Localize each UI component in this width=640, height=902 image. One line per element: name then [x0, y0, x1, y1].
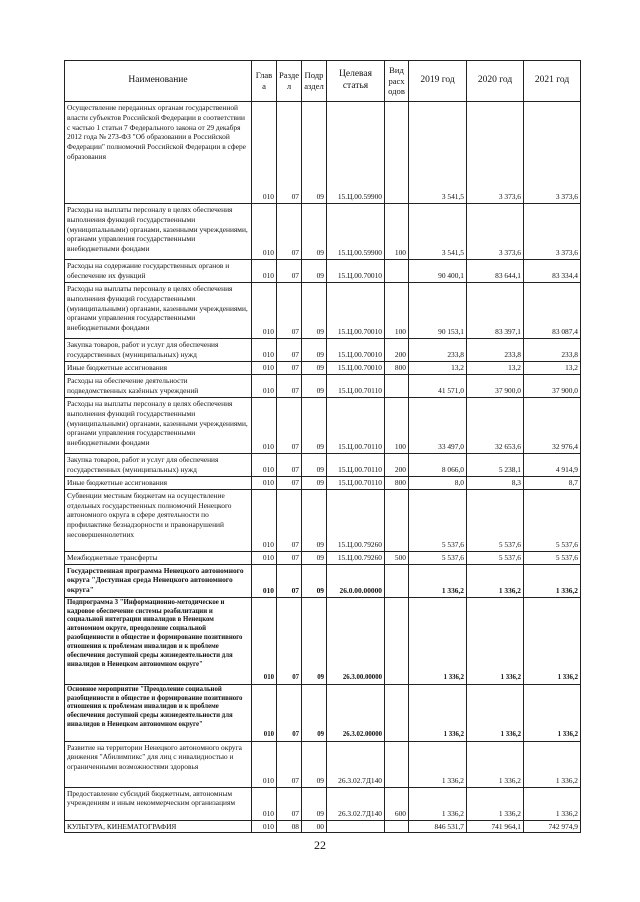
row-2020: 1 336,2 — [467, 787, 524, 820]
table-row — [65, 339, 581, 362]
row-chapter: 010 — [252, 564, 277, 597]
row-subsection: 09 — [302, 741, 327, 787]
header-chapter: Глав а — [252, 61, 277, 102]
budget-table — [64, 60, 581, 833]
row-target: 15.Ц.00.70010 — [327, 362, 385, 375]
row-section: 07 — [277, 260, 302, 283]
row-exptype — [385, 375, 409, 398]
row-target: 26.3.02.7Д140 — [327, 741, 385, 787]
row-subsection: 00 — [302, 820, 327, 833]
row-section: 07 — [277, 477, 302, 490]
row-section: 07 — [277, 283, 302, 339]
row-chapter: 010 — [252, 362, 277, 375]
row-section: 07 — [277, 741, 302, 787]
header-target: Целевая статья — [327, 61, 385, 102]
row-name: Основное мероприятие "Преодоление социальной разобщенности в обществе и формирование позитивного отношения к проблемам инвалидов и к проблеме обеспечения доступной среды жизнедеятельности для инвалидов в Ненецком автономном округе" — [65, 684, 252, 741]
row-exptype: 800 — [385, 362, 409, 375]
row-subsection: 09 — [302, 551, 327, 564]
row-2021: 1 336,2 — [524, 564, 581, 597]
table-row — [65, 489, 581, 551]
row-section: 07 — [277, 454, 302, 477]
row-2020: 3 373,6 — [467, 102, 524, 204]
row-2019: 1 336,2 — [409, 597, 467, 684]
row-2020: 13,2 — [467, 362, 524, 375]
row-2021: 3 373,6 — [524, 102, 581, 204]
row-name: Иные бюджетные ассигнования — [65, 362, 252, 375]
table-row — [65, 551, 581, 564]
row-section: 07 — [277, 398, 302, 454]
row-2020: 1 336,2 — [467, 564, 524, 597]
table-row — [65, 564, 581, 597]
row-2021: 1 336,2 — [524, 787, 581, 820]
row-section: 07 — [277, 564, 302, 597]
row-name: Расходы на выплаты персоналу в целях обеспечения выполнения функций государственными (муниципальными) органами, казенными учреждениями, органами управления государственными внебюджетными фондами — [65, 204, 252, 260]
row-name: Закупка товаров, работ и услуг для обеспечения государственных (муниципальных) нужд — [65, 454, 252, 477]
table-row — [65, 741, 581, 787]
row-target: 15.Ц.00.70010 — [327, 339, 385, 362]
row-subsection: 09 — [302, 477, 327, 490]
header-subsection: Подр аздел — [302, 61, 327, 102]
row-2019: 1 336,2 — [409, 787, 467, 820]
row-2019: 3 541,5 — [409, 204, 467, 260]
row-chapter: 010 — [252, 398, 277, 454]
row-2021: 8,7 — [524, 477, 581, 490]
table-row — [65, 102, 581, 204]
row-exptype — [385, 684, 409, 741]
row-target — [327, 820, 385, 833]
row-chapter: 010 — [252, 787, 277, 820]
row-target: 15.Ц.00.59900 — [327, 102, 385, 204]
row-subsection: 09 — [302, 260, 327, 283]
row-2019: 90 153,1 — [409, 283, 467, 339]
table-row — [65, 260, 581, 283]
page-number: 22 — [314, 838, 326, 852]
row-exptype — [385, 564, 409, 597]
row-target: 26.3.02.7Д140 — [327, 787, 385, 820]
row-chapter: 010 — [252, 741, 277, 787]
row-exptype: 100 — [385, 398, 409, 454]
row-section: 07 — [277, 339, 302, 362]
row-exptype: 200 — [385, 339, 409, 362]
header-2021: 2021 год — [524, 61, 581, 102]
table-row — [65, 684, 581, 741]
row-2020: 5 238,1 — [467, 454, 524, 477]
row-2019: 233,8 — [409, 339, 467, 362]
row-target: 15.Ц.00.70110 — [327, 454, 385, 477]
row-2019: 3 541,5 — [409, 102, 467, 204]
row-subsection: 09 — [302, 564, 327, 597]
row-2019: 8,0 — [409, 477, 467, 490]
header-name: Наименование — [65, 61, 252, 102]
header-section: Разде л — [277, 61, 302, 102]
row-2020: 5 537,6 — [467, 551, 524, 564]
row-exptype — [385, 102, 409, 204]
row-section: 07 — [277, 362, 302, 375]
table-row — [65, 204, 581, 260]
row-target: 15.Ц.00.59900 — [327, 204, 385, 260]
row-subsection: 09 — [302, 398, 327, 454]
row-2021: 32 976,4 — [524, 398, 581, 454]
row-2020: 83 397,1 — [467, 283, 524, 339]
row-name: Межбюджетные трансферты — [65, 551, 252, 564]
row-subsection: 09 — [302, 102, 327, 204]
row-2019: 8 066,0 — [409, 454, 467, 477]
row-target: 26.3.02.00000 — [327, 684, 385, 741]
row-2020: 3 373,6 — [467, 204, 524, 260]
row-2020: 741 964,1 — [467, 820, 524, 833]
row-2021: 1 336,2 — [524, 741, 581, 787]
table-row — [65, 820, 581, 833]
row-subsection: 09 — [302, 283, 327, 339]
row-name: Развитие на территории Ненецкого автономного округа движения "Абилимпикс" для лиц с инвалидностью и ограниченными возможностями здоровья — [65, 741, 252, 787]
row-target: 15.Ц.00.70010 — [327, 260, 385, 283]
row-section: 07 — [277, 204, 302, 260]
row-name: Субвенции местным бюджетам на осуществление отдельных государственных полномочий Ненецкого автономного округа в сфере деятельности по профилактике безнадзорности и правонарушений несовершеннолетних — [65, 489, 252, 551]
row-subsection: 09 — [302, 339, 327, 362]
row-2021: 5 537,6 — [524, 551, 581, 564]
table-row — [65, 477, 581, 490]
row-section: 07 — [277, 102, 302, 204]
row-exptype — [385, 489, 409, 551]
row-name: Осуществление переданных органам государственной власти субъектов Российской Федерации в соответствии с частью 1 статьи 7 Федерального закона от 29 декабря 2012 года № 273-ФЗ "Об образовании в Российской Федерации" полномочий Российской Федерации в сфере образования — [65, 102, 252, 204]
row-2021: 37 900,0 — [524, 375, 581, 398]
row-section: 07 — [277, 787, 302, 820]
row-section: 07 — [277, 489, 302, 551]
row-subsection: 09 — [302, 684, 327, 741]
row-exptype — [385, 597, 409, 684]
row-subsection: 09 — [302, 489, 327, 551]
header-2020: 2020 год — [467, 61, 524, 102]
row-chapter: 010 — [252, 684, 277, 741]
row-target: 15.Ц.00.70010 — [327, 283, 385, 339]
row-chapter: 010 — [252, 339, 277, 362]
row-chapter: 010 — [252, 820, 277, 833]
row-exptype: 100 — [385, 204, 409, 260]
row-target: 15.Ц.00.79260 — [327, 551, 385, 564]
row-subsection: 09 — [302, 597, 327, 684]
row-target: 26.0.00.00000 — [327, 564, 385, 597]
row-chapter: 010 — [252, 375, 277, 398]
row-name: Закупка товаров, работ и услуг для обеспечения государственных (муниципальных) нужд — [65, 339, 252, 362]
row-target: 15.Ц.00.70110 — [327, 398, 385, 454]
row-name: Расходы на выплаты персоналу в целях обеспечения выполнения функций государственными (муниципальными) органами, казенными учреждениями, органами управления государственными внебюджетными фондами — [65, 398, 252, 454]
row-target: 15.Ц.00.79260 — [327, 489, 385, 551]
row-exptype: 600 — [385, 787, 409, 820]
row-2020: 1 336,2 — [467, 741, 524, 787]
row-2019: 33 497,0 — [409, 398, 467, 454]
row-name: Подпрограмма 3 "Информационно-методическое и кадровое обеспечение системы реабилитации и социальной интеграции инвалидов в Ненецком автономном округе, преодоление социальной разобщенности в обществе и формирование позитивного отношения к проблемам инвалидов и к проблеме обеспечения доступной среды жизнедеятельности для инвалидов в Ненецком автономном округе" — [65, 597, 252, 684]
row-section: 07 — [277, 597, 302, 684]
header-exptype: Вид расх одов — [385, 61, 409, 102]
row-section: 07 — [277, 684, 302, 741]
row-subsection: 09 — [302, 204, 327, 260]
row-section: 07 — [277, 375, 302, 398]
row-exptype — [385, 820, 409, 833]
row-2019: 5 537,6 — [409, 551, 467, 564]
row-2021: 13,2 — [524, 362, 581, 375]
row-target: 15.Ц.00.70110 — [327, 375, 385, 398]
row-chapter: 010 — [252, 283, 277, 339]
row-subsection: 09 — [302, 787, 327, 820]
row-target: 15.Ц.00.70110 — [327, 477, 385, 490]
table-row — [65, 454, 581, 477]
row-subsection: 09 — [302, 454, 327, 477]
table-row — [65, 362, 581, 375]
row-2021: 83 087,4 — [524, 283, 581, 339]
row-2019: 13,2 — [409, 362, 467, 375]
row-chapter: 010 — [252, 454, 277, 477]
row-2021: 4 914,9 — [524, 454, 581, 477]
row-chapter: 010 — [252, 204, 277, 260]
row-exptype: 100 — [385, 283, 409, 339]
row-name: Предоставление субсидий бюджетным, автономным учреждениям и иным некоммерческим организациям — [65, 787, 252, 820]
row-target: 26.3.00.00000 — [327, 597, 385, 684]
row-2020: 1 336,2 — [467, 684, 524, 741]
row-2021: 233,8 — [524, 339, 581, 362]
row-2019: 1 336,2 — [409, 684, 467, 741]
row-chapter: 010 — [252, 102, 277, 204]
row-2019: 41 571,0 — [409, 375, 467, 398]
row-name: Расходы на выплаты персоналу в целях обеспечения выполнения функций государственными (муниципальными) органами, казенными учреждениями, органами управления государственными внебюджетными фондами — [65, 283, 252, 339]
row-2019: 1 336,2 — [409, 564, 467, 597]
row-2019: 90 400,1 — [409, 260, 467, 283]
row-2021: 5 537,6 — [524, 489, 581, 551]
row-section: 08 — [277, 820, 302, 833]
table-row — [65, 375, 581, 398]
row-2020: 1 336,2 — [467, 597, 524, 684]
row-subsection: 09 — [302, 362, 327, 375]
row-name: КУЛЬТУРА, КИНЕМАТОГРАФИЯ — [65, 820, 252, 833]
row-2021: 1 336,2 — [524, 597, 581, 684]
row-section: 07 — [277, 551, 302, 564]
row-name: Государственная программа Ненецкого автономного округа "Доступная среда Ненецкого автономного округа" — [65, 564, 252, 597]
row-2019: 1 336,2 — [409, 741, 467, 787]
row-2021: 742 974,9 — [524, 820, 581, 833]
row-name: Иные бюджетные ассигнования — [65, 477, 252, 490]
row-2020: 37 900,0 — [467, 375, 524, 398]
row-subsection: 09 — [302, 375, 327, 398]
row-exptype: 200 — [385, 454, 409, 477]
table-row — [65, 787, 581, 820]
row-exptype — [385, 741, 409, 787]
row-chapter: 010 — [252, 489, 277, 551]
table-row — [65, 283, 581, 339]
row-2020: 5 537,6 — [467, 489, 524, 551]
row-exptype: 500 — [385, 551, 409, 564]
table-row — [65, 398, 581, 454]
row-chapter: 010 — [252, 260, 277, 283]
row-2020: 233,8 — [467, 339, 524, 362]
row-2020: 83 644,1 — [467, 260, 524, 283]
header-2019: 2019 год — [409, 61, 467, 102]
row-name: Расходы на содержание государственных органов и обеспечение их функций — [65, 260, 252, 283]
row-2020: 32 653,6 — [467, 398, 524, 454]
row-2021: 1 336,2 — [524, 684, 581, 741]
row-2019: 5 537,6 — [409, 489, 467, 551]
row-exptype — [385, 260, 409, 283]
row-2019: 846 531,7 — [409, 820, 467, 833]
row-chapter: 010 — [252, 551, 277, 564]
row-chapter: 010 — [252, 597, 277, 684]
table-header-row — [65, 61, 581, 102]
row-name: Расходы на обеспечение деятельности подведомственных казённых учреждений — [65, 375, 252, 398]
row-exptype: 800 — [385, 477, 409, 490]
row-2021: 83 334,4 — [524, 260, 581, 283]
row-2021: 3 373,6 — [524, 204, 581, 260]
table-row — [65, 597, 581, 684]
row-chapter: 010 — [252, 477, 277, 490]
row-2020: 8,3 — [467, 477, 524, 490]
